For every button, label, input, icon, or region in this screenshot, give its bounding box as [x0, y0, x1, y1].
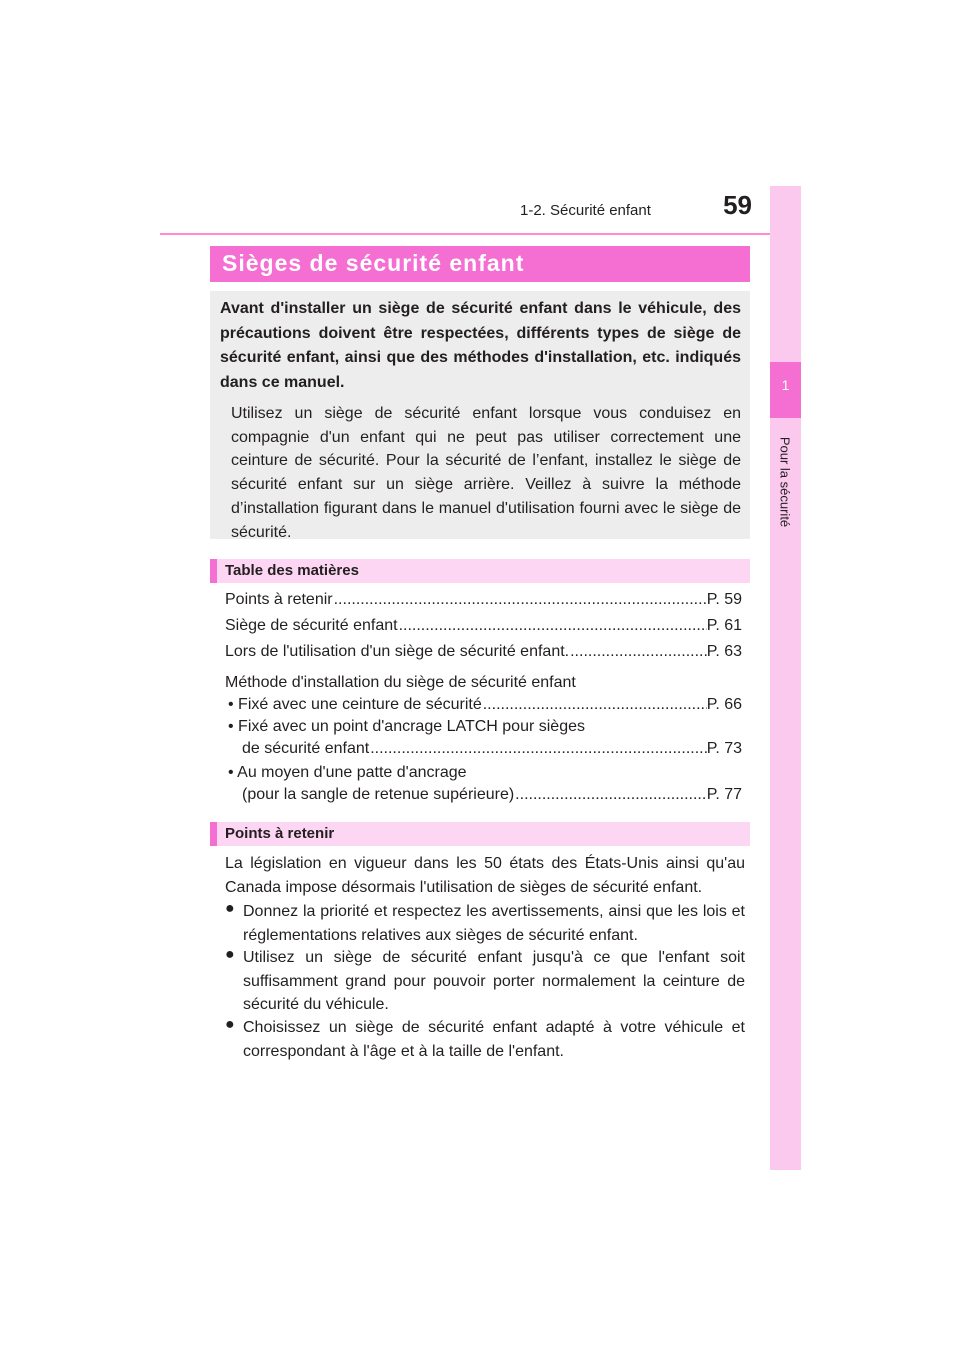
intro-summary: Avant d'installer un siège de sécurité enfant dans le véhicule, des précautions doivent être respectées, différents types de siège de sécurité enfant, ainsi que des méthodes d'installation, etc. indiqués dans ce manuel. — [220, 300, 741, 391]
points-intro: La législation en vigueur dans les 50 états des États-Unis ainsi qu'au Canada impose désormais l'utilisation de sièges de sécurité enfant. — [225, 855, 745, 896]
intro-body: Utilisez un siège de sécurité enfant lorsque vous conduisez en compagnie d'un enfant qui ne peut pas utiliser correctement une ceinture de sécurité. Pour la sécurité de l’enfant, installez le siège de sécurité enfant sur un siège arrière. Veillez à suivre la méthode d’installation figurant dans le manuel d'utilisation fourni avec le siège de sécurité. — [231, 405, 741, 541]
toc-heading-accent — [210, 559, 217, 583]
toc-entry-page: P. 77 — [706, 786, 742, 803]
toc-entry[interactable] — [225, 643, 742, 665]
toc-sub-entry[interactable] — [242, 786, 742, 808]
header-rule — [160, 233, 800, 235]
toc-leader — [514, 786, 707, 804]
chapter-label: Pour la sécurité — [777, 436, 793, 528]
bullet-item: Utilisez un siège de sécurité enfant jusqu'à ce que l'enfant soit suffisamment grand pour pouvoir porter normalement la ceinture de sécurité du véhicule. — [243, 949, 745, 1014]
toc-entry-label: (pour la sangle de retenue supérieure) — [242, 786, 515, 803]
toc-heading: Table des matières — [225, 562, 359, 579]
toc-entry-page: P. 66 — [706, 696, 742, 713]
toc-sub-entry[interactable] — [228, 696, 742, 718]
toc-sub-entry-line[interactable]: • Fixé avec un point d'ancrage LATCH pour sièges — [228, 718, 585, 735]
page-title: Sièges de sécurité enfant — [222, 250, 525, 276]
toc-entry-page: P. 73 — [706, 740, 742, 757]
bullet-item: Choisissez un siège de sécurité enfant adapté à votre véhicule et correspondant à l'âge et à la taille de l'enfant. — [243, 1019, 745, 1060]
toc-leader — [398, 617, 707, 635]
toc-leader — [482, 696, 707, 714]
bullet-icon: ● — [225, 900, 235, 917]
section-header: 1-2. Sécurité enfant — [520, 202, 651, 219]
points-heading: Points à retenir — [225, 825, 335, 842]
chapter-number: 1 — [781, 377, 790, 393]
toc-leader — [369, 740, 707, 758]
bullet-icon: ● — [225, 1016, 235, 1033]
toc-entry[interactable] — [225, 617, 742, 639]
bullet-item: Donnez la priorité et respectez les avertissements, ainsi que les lois et réglementations relatives aux sièges de sécurité enfant. — [243, 903, 745, 944]
toc-entry-label: Siège de sécurité enfant — [225, 617, 398, 634]
toc-entry-page: P. 61 — [706, 617, 742, 634]
toc-entry-label: de sécurité enfant — [242, 740, 370, 757]
toc-leader — [333, 591, 707, 609]
side-tab-strip — [770, 186, 801, 1170]
toc-sub-entry[interactable] — [242, 740, 742, 762]
toc-leader — [569, 643, 707, 661]
points-heading-accent — [210, 822, 217, 846]
toc-entry-label: Points à retenir — [225, 591, 333, 608]
toc-entry-label: Lors de l'utilisation d'un siège de sécurité enfant. — [225, 643, 570, 660]
page-number: 59 — [723, 190, 752, 220]
toc-entry-page: P. 63 — [706, 643, 742, 660]
toc-entry[interactable] — [225, 591, 742, 613]
toc-group-title: Méthode d'installation du siège de sécurité enfant — [225, 674, 576, 691]
toc-entry-page: P. 59 — [706, 591, 742, 608]
bullet-icon: ● — [225, 946, 235, 963]
toc-entry-label: • Fixé avec une ceinture de sécurité — [228, 696, 482, 713]
toc-sub-entry-line[interactable]: • Au moyen d'une patte d'ancrage — [228, 764, 467, 781]
